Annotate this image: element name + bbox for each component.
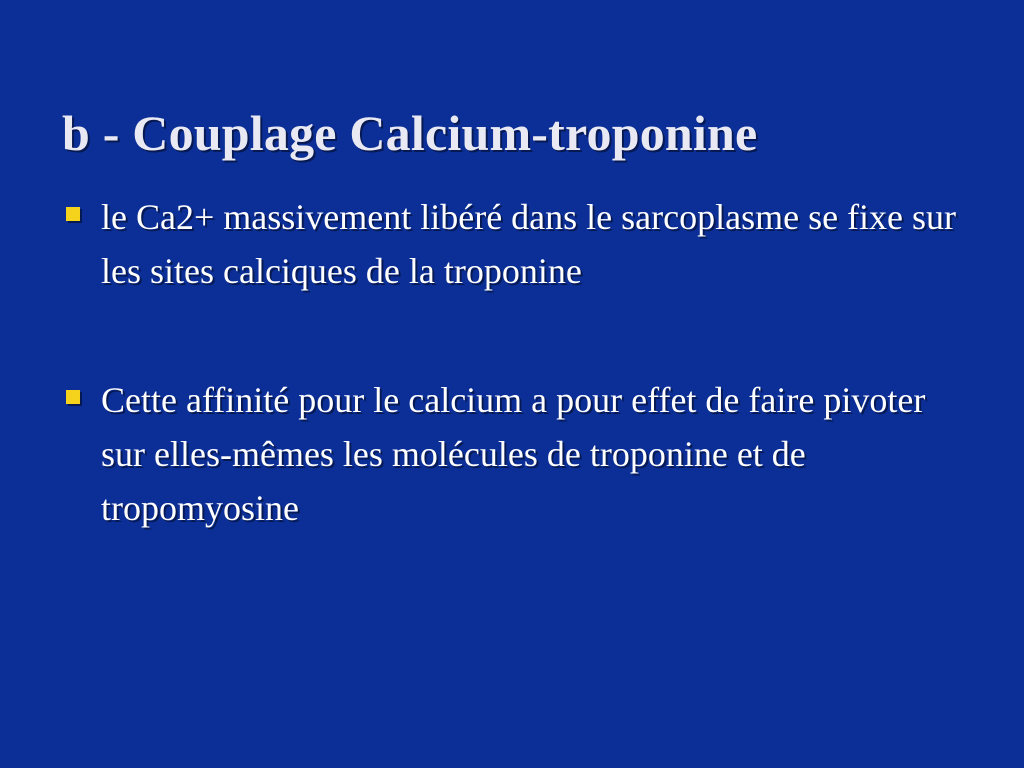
- bullet-item-calcium-affinity: [64, 373, 964, 535]
- bullet-text: Cette affinité pour le calcium a pour effet de faire pivoter sur elles-mêmes les molécules de troponine et de tropomyosine: [101, 380, 926, 528]
- bullet-text: le Ca2+ massivement libéré dans le sarcoplasme se fixe sur les sites calciques de la troponine: [101, 197, 957, 291]
- square-bullet-icon: [66, 207, 80, 221]
- bullet-list: [64, 190, 964, 535]
- square-bullet-icon: [66, 390, 80, 404]
- slide-title: b - Couplage Calcium-troponine: [62, 105, 758, 161]
- bullet-item-calcium-release: [64, 190, 964, 298]
